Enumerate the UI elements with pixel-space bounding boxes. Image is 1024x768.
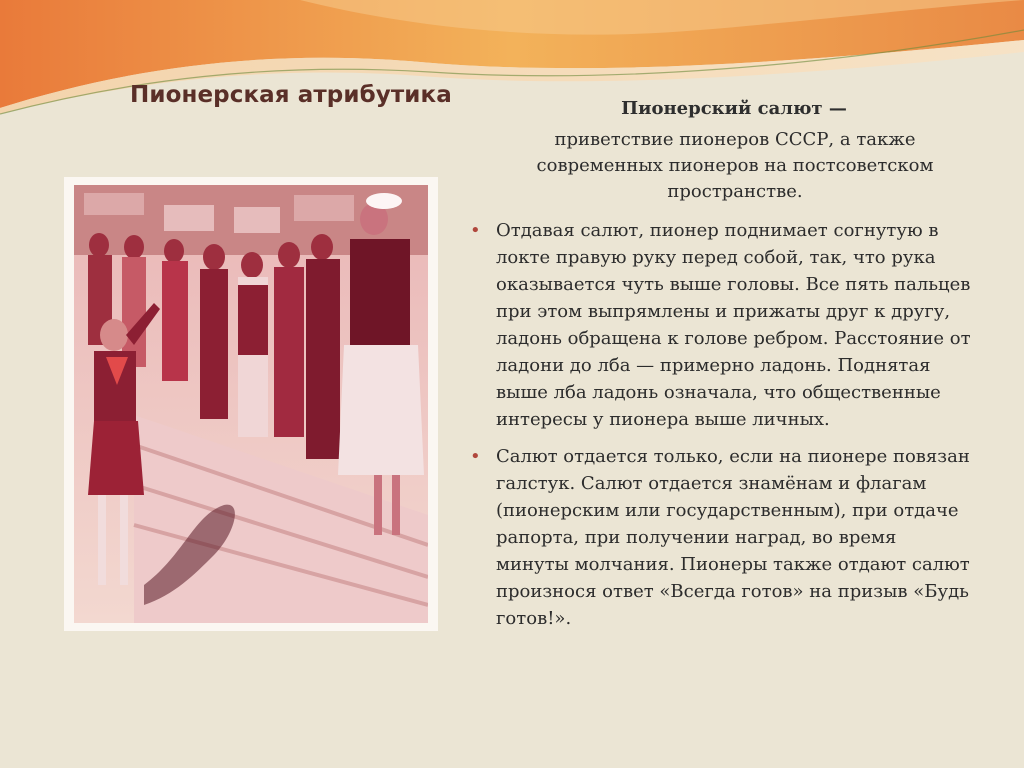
red-dot-icon: • bbox=[470, 220, 481, 241]
definition-term: Пионерский салют — bbox=[621, 98, 847, 119]
bullet-text: Отдавая салют, пионер поднимает согнутую в локте правую руку перед собой, так, что рука оказывается чуть выше головы. Все пять пальцев при этом выпрямлены и прижаты друг к другу, ладонь обращена к голове ребром. Расстояние от ладони до лба — примерно ладонь. Поднятая выше лба ладонь означала, что общественные интересы у пионера выше личных. bbox=[496, 220, 971, 430]
list-item bbox=[470, 443, 974, 632]
definition-text: приветствие пионеров СССР, а также современных пионеров на постсоветском пространстве. bbox=[536, 129, 934, 202]
bullet-text: Салют отдается только, если на пионере повязан галстук. Салют отдается знамёнам и флагам (пионерским или государственным), при отдаче рапорта, при получении наград, во время минуты молчания. Пионеры также отдают салют произнося ответ «Всегда готов» на призыв «Будь готов!». bbox=[496, 446, 970, 629]
photo-frame bbox=[64, 177, 438, 631]
red-dot-icon: • bbox=[470, 446, 481, 467]
slide-title: Пионерская атрибутика bbox=[130, 82, 452, 108]
list-item bbox=[470, 217, 974, 433]
bullet-list bbox=[470, 217, 990, 632]
pioneer-salute-photo bbox=[74, 185, 428, 623]
content-column bbox=[470, 98, 990, 642]
